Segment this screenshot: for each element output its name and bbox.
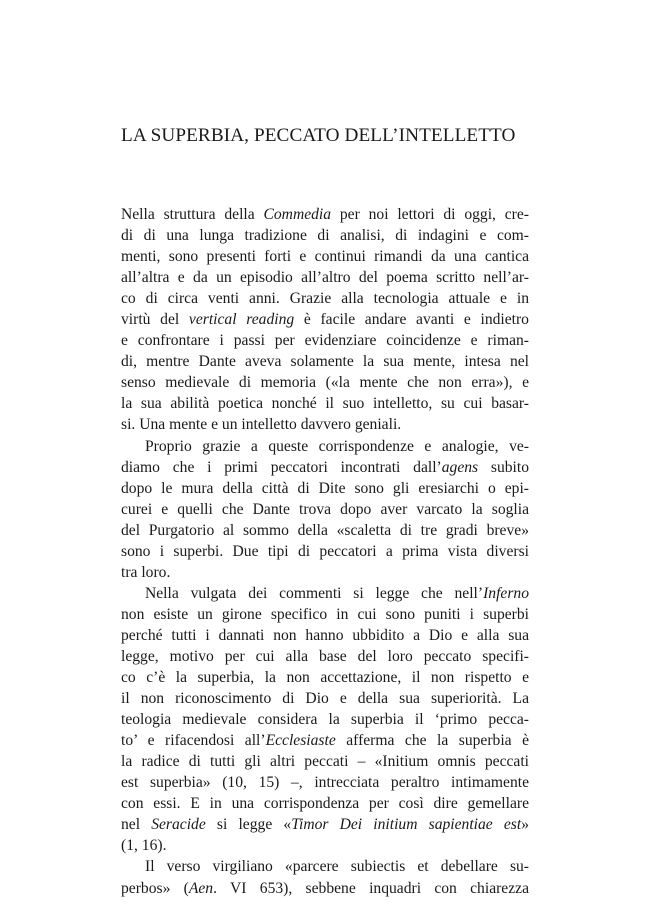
text-line bbox=[121, 856, 529, 877]
text-segment: per noi lettori di oggi, cre- bbox=[331, 206, 529, 223]
text-line bbox=[121, 204, 529, 225]
italic-text: agens bbox=[441, 458, 479, 476]
text-segment: teologia medievale considera la superbia il ‘primo pecca- bbox=[121, 711, 529, 729]
text-segment: (1, 16). bbox=[121, 837, 167, 855]
text-segment: è facile andare avanti e indietro bbox=[294, 311, 529, 329]
text-segment: dopo le mura della città di Dite sono gli eresiarchi o epi- bbox=[121, 479, 529, 497]
text-segment: la radice di tutti gli altri peccati – «Initium omnis peccati bbox=[121, 753, 529, 771]
text-segment: legge, motivo per cui alla base del loro peccato specifi- bbox=[121, 647, 529, 665]
text-segment: » bbox=[521, 816, 529, 834]
text-line bbox=[121, 562, 529, 583]
text-segment: nel bbox=[121, 816, 152, 834]
text-line bbox=[121, 730, 529, 751]
text-line bbox=[121, 625, 529, 646]
text-segment: to’ e rifacendosi all’ bbox=[121, 732, 266, 750]
text-segment: afferma che la superbia è bbox=[335, 732, 529, 750]
text-line bbox=[121, 520, 529, 541]
text-line bbox=[121, 541, 529, 562]
text-segment: si. Una mente e un intelletto davvero geniali. bbox=[121, 416, 402, 434]
text-line bbox=[121, 709, 529, 730]
text-line bbox=[121, 835, 529, 856]
italic-text: Ecclesiaste bbox=[265, 732, 336, 750]
italic-text: Seracide bbox=[151, 816, 206, 834]
text-line bbox=[121, 772, 529, 793]
text-segment: con essi. E in una corrispondenza per così dire gemellare bbox=[121, 795, 529, 813]
text-line bbox=[121, 267, 529, 288]
text-line bbox=[121, 330, 529, 351]
text-segment: perbos» ( bbox=[121, 879, 189, 897]
text-line bbox=[121, 457, 529, 478]
text-line bbox=[121, 667, 529, 688]
text-segment: non esiste un girone specifico in cui sono puniti i superbi bbox=[121, 605, 529, 623]
text-line bbox=[121, 646, 529, 667]
text-line bbox=[121, 793, 529, 814]
text-line bbox=[121, 478, 529, 499]
text-line bbox=[121, 436, 529, 457]
text-segment: il non riconoscimento di Dio e della sua superiorità. La bbox=[121, 690, 529, 708]
italic-text: Commedia bbox=[263, 206, 332, 223]
text-segment: diamo che i primi peccatori incontrati dall’ bbox=[121, 458, 442, 476]
text-segment: di, mentre Dante aveva solamente la sua mente, intesa nel bbox=[121, 353, 529, 371]
text-line bbox=[121, 688, 529, 709]
text-segment: subito bbox=[478, 458, 530, 476]
text-segment: tra loro. bbox=[121, 563, 171, 581]
text-line bbox=[121, 372, 529, 393]
text-segment: . VI 653), sebbene inquadri con chiarezza bbox=[213, 879, 529, 897]
text-line bbox=[121, 751, 529, 772]
text-segment: sono i superbi. Due tipi di peccatori a prima vista diversi bbox=[121, 542, 529, 560]
text-line bbox=[121, 288, 529, 309]
text-segment: virtù del bbox=[121, 311, 189, 329]
text-segment: est superbia» (10, 15) –, intrecciata peraltro intimamente bbox=[121, 774, 529, 792]
text-line bbox=[121, 351, 529, 372]
text-segment: senso medievale di memoria («la mente che non erra»), e bbox=[121, 374, 529, 392]
text-line bbox=[121, 583, 529, 604]
text-segment: Nella struttura della bbox=[121, 206, 264, 223]
text-segment: e confrontare i passi per evidenziare coincidenze e riman- bbox=[121, 332, 529, 350]
text-line bbox=[121, 246, 529, 267]
text-segment: all’altra e da un episodio all’altro del poema scritto nell’ar- bbox=[121, 269, 529, 287]
text-segment: di di una lunga tradizione di analisi, di indagini e com- bbox=[121, 227, 529, 245]
text-line bbox=[121, 393, 529, 414]
italic-text: Aen bbox=[188, 879, 214, 897]
text-line bbox=[121, 309, 529, 330]
text-line bbox=[121, 225, 529, 246]
text-segment: perché tutti i dannati non hanno ubbidito a Dio e alla sua bbox=[121, 626, 529, 644]
text-line bbox=[121, 499, 529, 520]
text-segment: del Purgatorio al sommo della «scaletta di tre gradi breve» bbox=[121, 521, 529, 539]
text-line bbox=[121, 814, 529, 835]
text-segment: co c’è la superbia, la non accettazione, il non rispetto e bbox=[121, 669, 529, 687]
italic-text: vertical reading bbox=[188, 311, 295, 329]
text-line bbox=[121, 878, 529, 899]
text-segment: Proprio grazie a queste corrispondenze e analogie, ve- bbox=[145, 437, 529, 455]
italic-text: Timor Dei initium sapientiae est bbox=[291, 816, 522, 834]
text-segment: Nella vulgata dei commenti si legge che nell’ bbox=[145, 584, 484, 602]
text-line bbox=[121, 414, 529, 435]
text-line bbox=[121, 604, 529, 625]
chapter-title: LA SUPERBIA, PECCATO DELL’INTELLETTO bbox=[121, 125, 516, 146]
italic-text: Inferno bbox=[483, 584, 529, 602]
text-segment: co di circa venti anni. Grazie alla tecnologia attuale e in bbox=[121, 290, 529, 308]
body-text bbox=[121, 204, 529, 899]
text-segment: Il verso virgiliano «parcere subiectis et debellare su- bbox=[145, 858, 529, 876]
text-segment: menti, sono presenti forti e continui rimandi da una cantica bbox=[121, 248, 529, 266]
text-segment: si legge « bbox=[205, 816, 292, 834]
text-segment: la sua abilità poetica nonché il suo intelletto, su cui basar- bbox=[121, 395, 529, 413]
text-segment: curei e quelli che Dante trova dopo aver varcato la soglia bbox=[121, 500, 529, 518]
